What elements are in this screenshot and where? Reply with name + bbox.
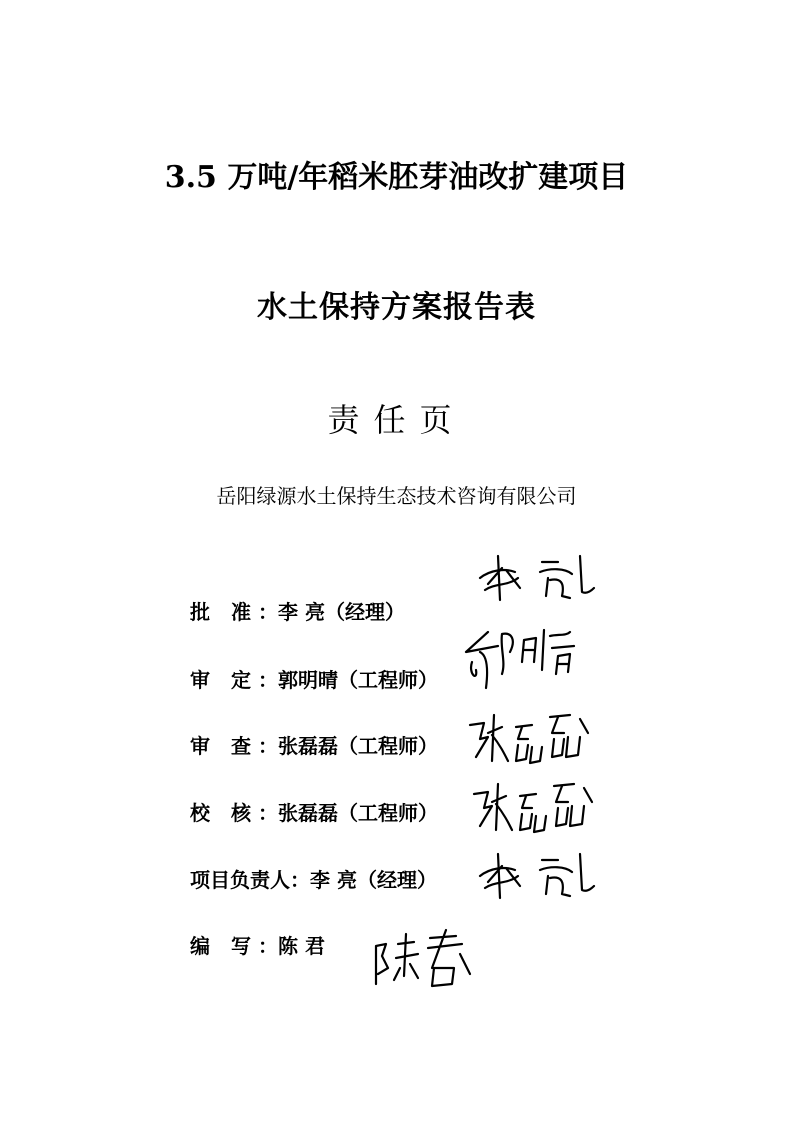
company-name: 岳阳绿源水土保持生态技术咨询有限公司 [216, 484, 577, 508]
role-label: 批 准： [190, 600, 278, 624]
role-label: 校 核： [190, 801, 278, 825]
role-label: 项目负责人： [190, 868, 310, 892]
person-name: 张磊磊（工程师） [278, 801, 438, 825]
person-name: 张磊磊（工程师） [278, 734, 438, 758]
signatory-row-author [190, 930, 325, 960]
signature-checker [466, 772, 596, 842]
signatory-row-project-lead [190, 864, 437, 894]
role-label: 编 写： [190, 934, 278, 958]
report-title: 水土保持方案报告表 [257, 290, 536, 325]
signatory-row-review [190, 730, 438, 760]
person-name: 陈 君 [278, 934, 325, 958]
signatory-row-check [190, 797, 438, 827]
person-name: 郭明晴（工程师） [278, 668, 438, 692]
signature-reviewer [462, 705, 592, 775]
role-label: 审 查： [190, 734, 278, 758]
signatory-row-approve [190, 596, 405, 626]
page-heading: 责任页 [327, 401, 466, 439]
person-name: 李 亮（经理） [310, 868, 437, 892]
project-title: 3.5 万吨/年稻米胚芽油改扩建项目 [164, 160, 629, 195]
signature-finalizer [458, 622, 588, 692]
role-label: 审 定： [190, 668, 278, 692]
signature-project-lead [470, 846, 600, 906]
signatory-row-finalize [190, 664, 438, 694]
signature-author [370, 924, 480, 994]
signature-approver [470, 548, 600, 608]
person-name: 李 亮（经理） [278, 600, 405, 624]
